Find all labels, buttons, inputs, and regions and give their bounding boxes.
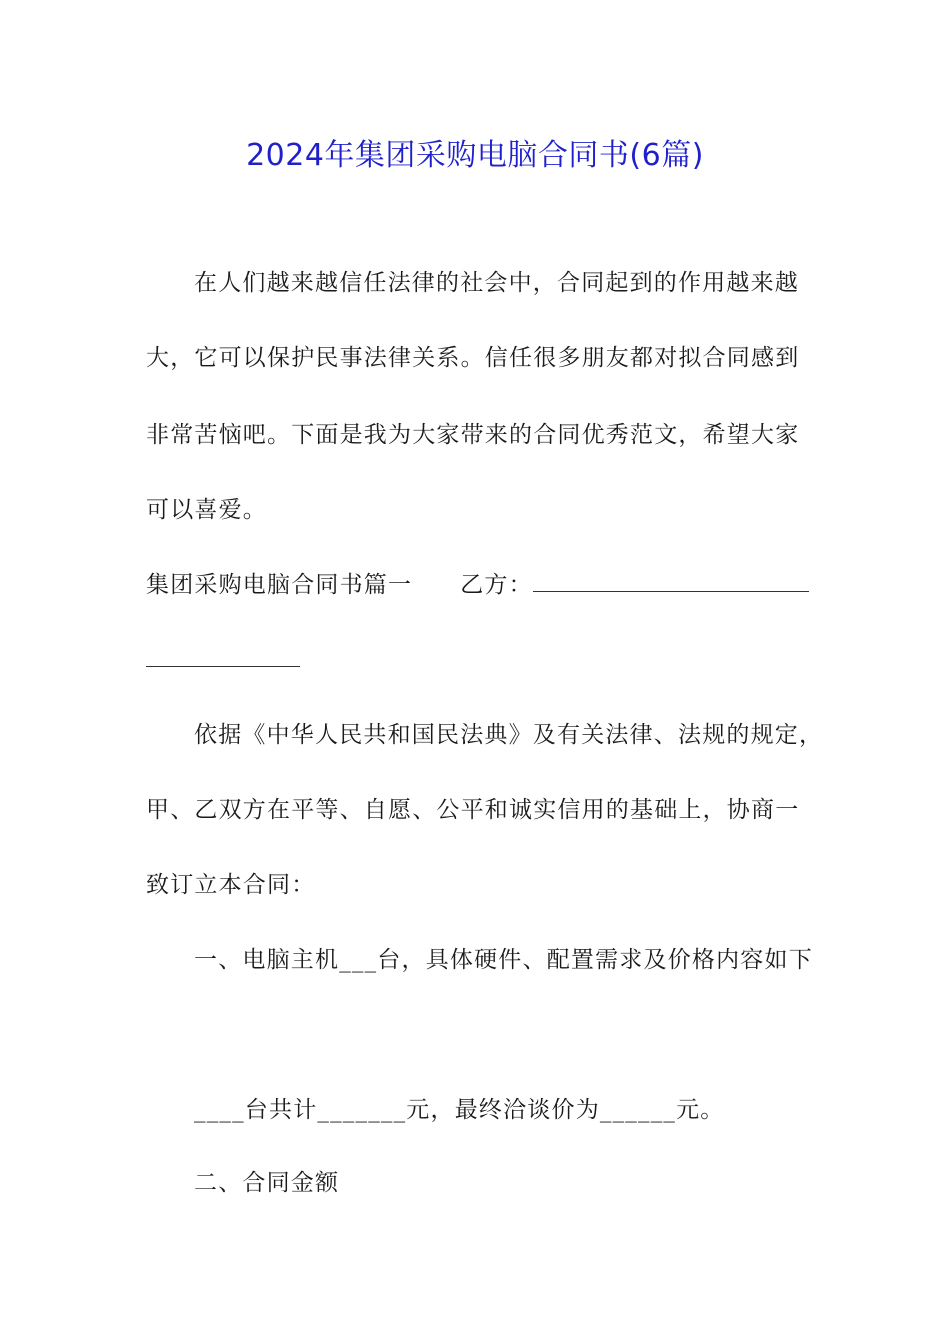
- document-title: 2024年集团采购电脑合同书(6篇): [246, 138, 704, 173]
- clause-1-total: ____台共计_______元，最终洽谈价为______元。: [194, 1097, 725, 1123]
- basis-line-2: 甲、乙双方在平等、自愿、公平和诚实信用的基础上，协商一: [146, 797, 800, 823]
- section-heading: 集团采购电脑合同书篇一: [146, 572, 413, 598]
- section-heading-row: [146, 570, 809, 600]
- basis-line-3: 致订立本合同：: [146, 872, 316, 898]
- intro-line-1: 在人们越来越信任法律的社会中，合同起到的作用越来越: [194, 270, 799, 296]
- intro-line-4: 可以喜爱。: [146, 497, 267, 523]
- basis-line-1: 依据《中华人民共和国民法典》及有关法律、法规的规定，: [194, 722, 824, 748]
- party-b-blank-continued: [146, 666, 300, 667]
- clause-1: 一、电脑主机___台，具体硬件、配置需求及价格内容如下: [194, 947, 813, 973]
- party-b-label: 乙方：: [460, 572, 533, 598]
- intro-line-2: 大，它可以保护民事法律关系。信任很多朋友都对拟合同感到: [146, 345, 800, 371]
- clause-2-heading: 二、合同金额: [194, 1170, 340, 1196]
- party-b-blank: [533, 571, 809, 592]
- intro-line-3: 非常苦恼吧。下面是我为大家带来的合同优秀范文，希望大家: [146, 422, 800, 448]
